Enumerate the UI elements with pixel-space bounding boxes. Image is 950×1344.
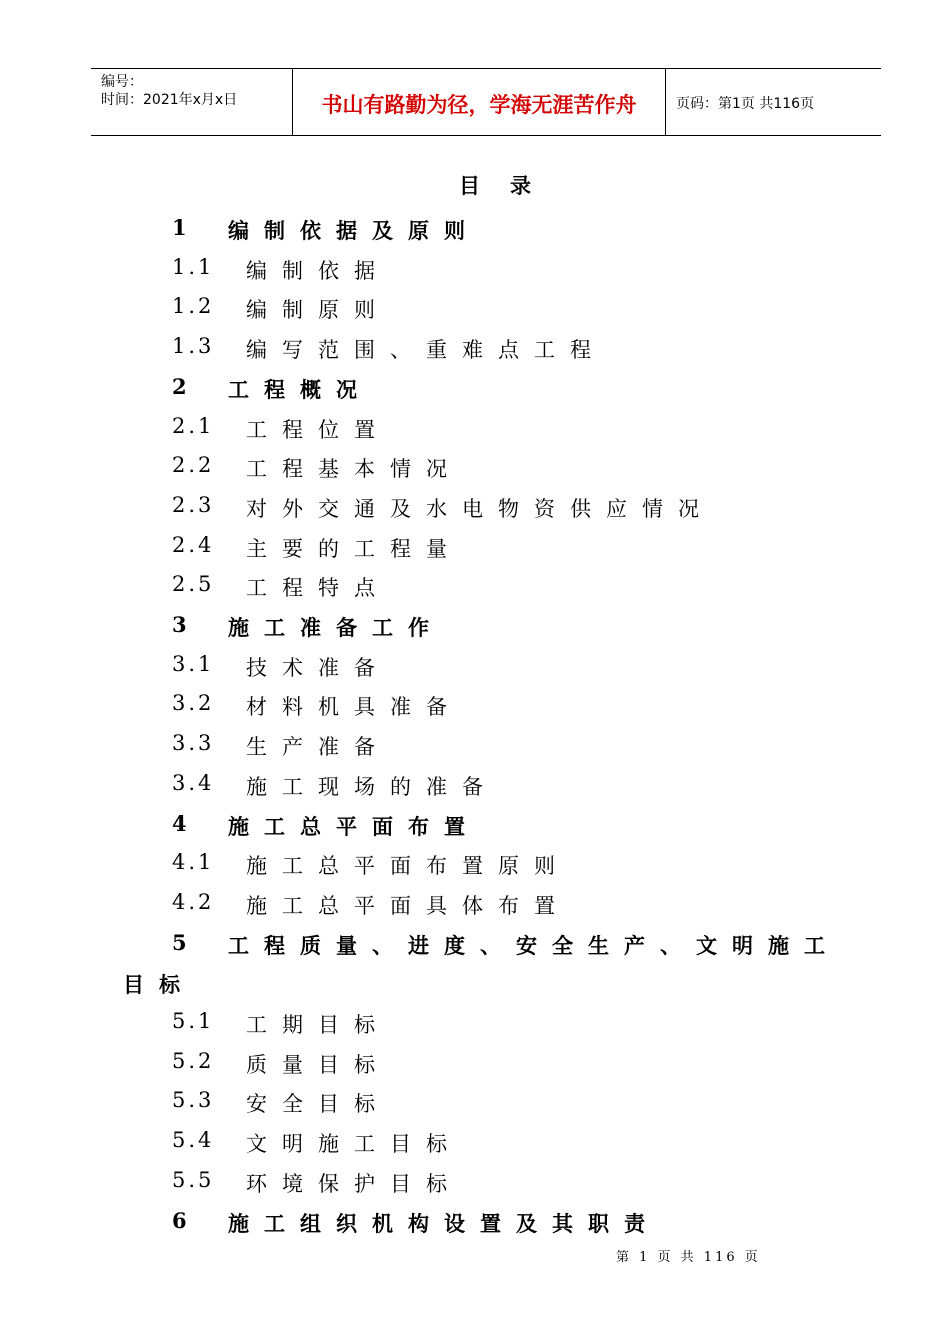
toc-entry-number: 5.1: [172, 1009, 215, 1033]
header-page-info: 页码：第1页 共116页: [676, 96, 815, 112]
toc-entry-number: 5.4: [172, 1128, 215, 1153]
header-page-cell: [666, 69, 881, 135]
toc-entry-text: 施工准备工作: [228, 615, 444, 640]
toc-entry-number: 3.1: [172, 651, 215, 676]
toc-entry-number: 1: [172, 215, 190, 240]
toc-entry-text: 工程质量、进度、安全生产、文明施工: [228, 932, 840, 958]
toc-entry-number: 5: [172, 929, 190, 955]
toc-entry-text: 工程概况: [228, 376, 372, 402]
toc-entry-number: 4.1: [172, 850, 215, 875]
toc-entry-number: 2.5: [172, 572, 215, 597]
toc-title: 目录: [459, 173, 561, 198]
toc-entry-continuation: 目标: [123, 972, 195, 998]
toc-entry-text: 技术准备: [246, 655, 390, 680]
toc-entry-text: 施工组织机构设置及其职责: [228, 1210, 660, 1236]
toc-entry-text: 编写范围、重难点工程: [246, 338, 606, 363]
toc-entry-number: 4.2: [172, 889, 215, 914]
toc-entry-number: 3.2: [172, 691, 215, 716]
toc-entry-number: 3.4: [172, 770, 215, 795]
toc-entry-number: 6: [172, 1207, 190, 1233]
toc-entry-text: 施工总平面布置原则: [246, 854, 570, 879]
toc-entry-number: 5.2: [172, 1048, 215, 1073]
toc-entry-number: 2.2: [172, 453, 215, 478]
toc-entry-text: 编制依据及原则: [228, 218, 480, 243]
toc-entry-text: 施工总平面布置: [228, 813, 480, 839]
toc-entry-number: 2.3: [172, 492, 215, 517]
toc-entry-text: 环境保护目标: [246, 1171, 462, 1196]
toc-entry-text: 安全目标: [246, 1092, 390, 1117]
toc-entry-text: 工期目标: [246, 1013, 390, 1037]
toc-entry-text: 工程基本情况: [246, 457, 462, 482]
toc-entry-number: 4: [172, 810, 190, 836]
toc-entry-text: 质量目标: [246, 1052, 390, 1077]
toc-entry-text: 编制依据: [246, 258, 390, 283]
toc-entry-number: 5.3: [172, 1088, 215, 1113]
toc-entry-text: 施工总平面具体布置: [246, 893, 570, 918]
toc-entry-text: 工程位置: [246, 417, 390, 442]
toc-entry-text: 文明施工目标: [246, 1132, 462, 1157]
header-meta-cell: [91, 69, 293, 135]
toc-entry-number: 1.2: [172, 294, 215, 319]
toc-entry-text: 生产准备: [246, 735, 390, 760]
toc-entry-number: 5.5: [172, 1167, 215, 1192]
toc-entry-text: 材料机具准备: [246, 695, 462, 720]
toc-entry-text: 主要的工程量: [246, 536, 462, 561]
header-time-label: 时间：2021年x月x日: [101, 92, 238, 108]
toc-entry-number: 2: [172, 373, 190, 399]
page-footer: 第 1 页 共 116 页: [616, 1250, 761, 1265]
toc-entry-number: 3.3: [172, 731, 215, 756]
toc-entry-number: 2.1: [172, 413, 215, 438]
header-number-label: 编号：: [101, 74, 143, 90]
toc-entry-number: 1.1: [172, 254, 215, 279]
page-header: [91, 68, 881, 136]
toc-entry-text: 编制原则: [246, 298, 390, 323]
toc-entry-number: 2.4: [172, 532, 215, 557]
toc-entry-number: 1.3: [172, 334, 215, 359]
toc-entry-number: 3: [172, 612, 190, 637]
header-motto-cell: [293, 69, 666, 135]
toc-entry-text: 工程特点: [246, 576, 390, 601]
toc-entry-text: 施工现场的准备: [246, 774, 498, 799]
header-motto: 书山有路勤为径，学海无涯苦作舟: [321, 92, 637, 117]
toc-entry-text: 对外交通及水电物资供应情况: [246, 496, 714, 521]
